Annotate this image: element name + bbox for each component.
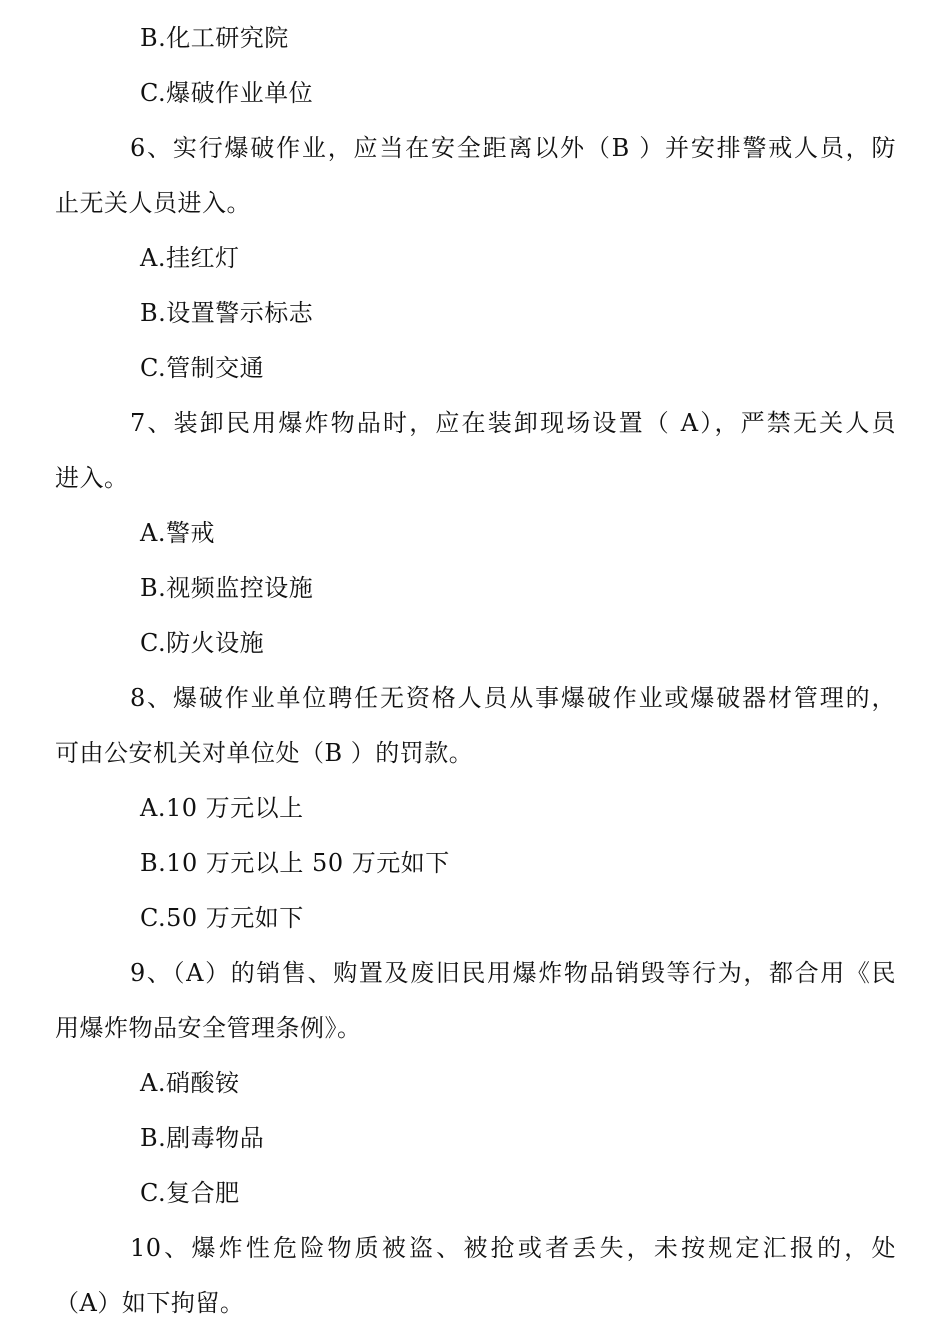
option-line: C.复合肥 — [140, 1179, 240, 1207]
option-line: B.10 万元以上 50 万元如下 — [140, 849, 450, 877]
question-line: 9、（A）的销售、购置及废旧民用爆炸物品销毁等行为，都合用《民 — [130, 959, 896, 987]
option-line: C.防火设施 — [140, 629, 265, 657]
question-continuation: 可由公安机关对单位处（B ）的罚款。 — [55, 739, 474, 767]
option-line: A.硝酸铵 — [140, 1069, 240, 1097]
option-line: B.化工研究院 — [140, 24, 289, 52]
question-line: 7、装卸民用爆炸物品时，应在装卸现场设置（ A），严禁无关人员 — [130, 409, 896, 437]
option-line: C.管制交通 — [140, 354, 265, 382]
question-continuation: （A）如下拘留。 — [55, 1289, 245, 1317]
option-line: B.剧毒物品 — [140, 1124, 265, 1152]
question-continuation: 用爆炸物品安全管理条例》。 — [55, 1014, 362, 1042]
option-line: A.挂红灯 — [140, 244, 240, 272]
option-line: A.10 万元以上 — [140, 794, 304, 822]
option-line: A.警戒 — [140, 519, 215, 547]
option-line: B.视频监控设施 — [140, 574, 314, 602]
question-line: 10、爆炸性危险物质被盗、被抢或者丢失，未按规定汇报的，处 — [130, 1234, 896, 1262]
question-line: 6、实行爆破作业，应当在安全距离以外（B ）并安排警戒人员，防 — [130, 134, 896, 162]
option-line: B.设置警示标志 — [140, 299, 314, 327]
option-line: C.爆破作业单位 — [140, 79, 314, 107]
question-line: 8、爆破作业单位聘任无资格人员从事爆破作业或爆破器材管理的， — [130, 684, 896, 712]
option-line: C.50 万元如下 — [140, 904, 304, 932]
question-continuation: 进入。 — [55, 464, 129, 492]
question-continuation: 止无关人员进入。 — [55, 189, 251, 217]
